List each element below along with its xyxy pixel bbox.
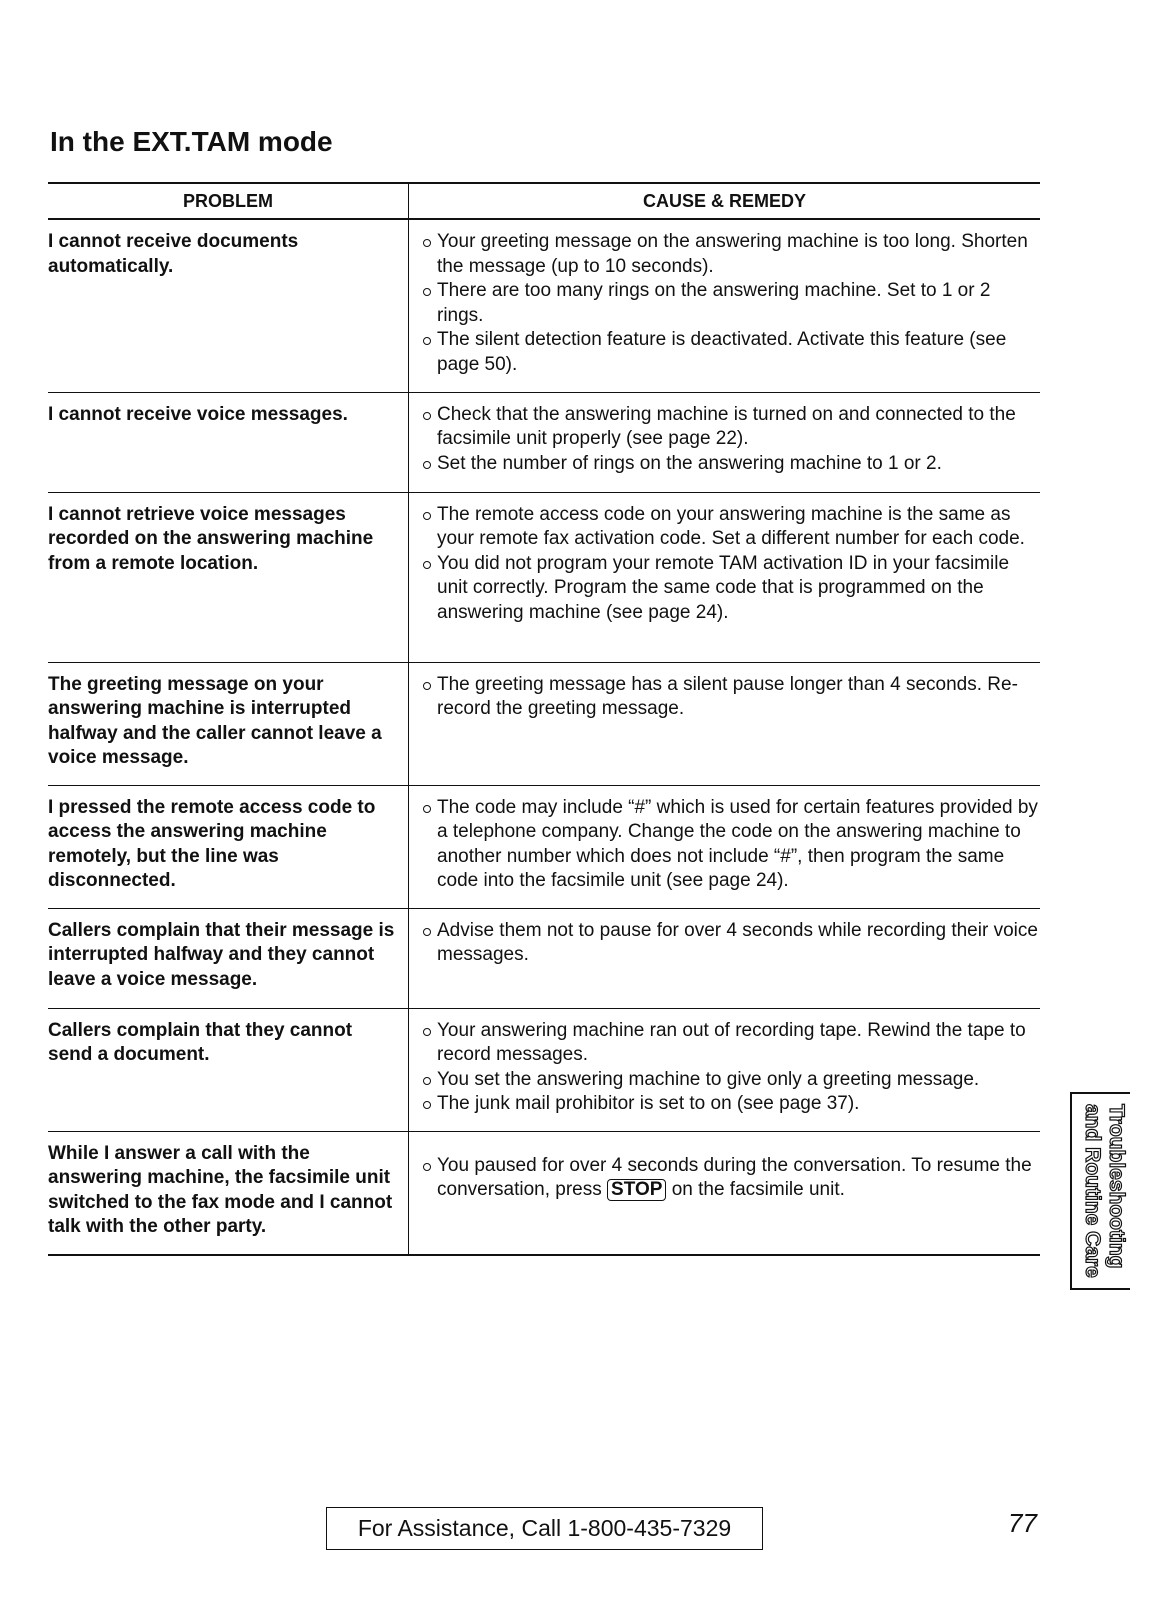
cause-cell [409,1008,1041,1131]
cause-bullet: The code may include “#” which is used for certain features provided by a telephone company. Change the code on the answering machine to another number which does not include “#”, then program the same code into the facsimile unit (see page 24). [423,796,1040,894]
problem-cell: I cannot receive voice messages. [48,392,409,492]
problem-cell: While I answer a call with the answering machine, the facsimile unit switched to the fax mode and I cannot talk with the other party. [48,1131,409,1255]
table-row [48,219,1040,392]
problem-cell: I cannot retrieve voice messages recorded on the answering machine from a remote location. [48,492,409,662]
cause-cell [409,392,1041,492]
cause-bullet: Your greeting message on the answering machine is too long. Shorten the message (up to 10 seconds). [423,230,1040,279]
table-row [48,492,1040,662]
cause-bullet [423,1154,1040,1203]
cause-cell [409,662,1041,785]
side-tab-label: Troubleshooting and Routine Care [1081,1104,1128,1278]
cause-bullet: The remote access code on your answering machine is the same as your remote fax activation code. Set a different number for each code. [423,503,1040,552]
cause-bullet: The greeting message has a silent pause longer than 4 seconds. Re-record the greeting message. [423,673,1040,722]
problem-cell: I cannot receive documents automatically. [48,219,409,392]
cause-cell [409,492,1041,662]
table-row [48,392,1040,492]
header-problem: PROBLEM [48,183,409,219]
section-title: In the EXT.TAM mode [50,126,333,157]
cause-bullet: Check that the answering machine is turned on and connected to the facsimile unit properly (see page 22). [423,403,1040,452]
cause-bullet: There are too many rings on the answering machine. Set to 1 or 2 rings. [423,279,1040,328]
table-row [48,1131,1040,1255]
cause-bullet: The junk mail prohibitor is set to on (see page 37). [423,1092,1040,1117]
cause-cell [409,785,1041,908]
troubleshooting-table [48,182,1040,1256]
cause-bullet: Set the number of rings on the answering machine to 1 or 2. [423,452,1040,477]
problem-cell: I pressed the remote access code to access the answering machine remotely, but the line was disconnected. [48,785,409,908]
cause-bullet: You set the answering machine to give only a greeting message. [423,1068,1040,1093]
cause-cell [409,219,1041,392]
cause-bullet: You did not program your remote TAM activation ID in your facsimile unit correctly. Program the same code that is programmed on the answering machine (see page 24). [423,552,1040,626]
stop-key: STOP [607,1179,666,1201]
problem-cell: The greeting message on your answering machine is interrupted halfway and the caller cannot leave a voice message. [48,662,409,785]
cause-text: on the facsimile unit. [666,1179,845,1200]
problem-cell: Callers complain that their message is interrupted halfway and they cannot leave a voice message. [48,908,409,1008]
cause-bullet: Your answering machine ran out of recording tape. Rewind the tape to record messages. [423,1019,1040,1068]
cause-text: You paused for over 4 seconds during the conversation. To resume the conversation, press [437,1154,1032,1200]
table-row [48,908,1040,1008]
assistance-footer: For Assistance, Call 1-800-435-7329 [326,1507,763,1550]
problem-cell: Callers complain that they cannot send a document. [48,1008,409,1131]
table-header-row [48,183,1040,219]
cause-cell [409,1131,1041,1255]
table-row [48,785,1040,908]
cause-bullet: The silent detection feature is deactivated. Activate this feature (see page 50). [423,328,1040,377]
section-side-tab [1070,1092,1130,1290]
page-number: 77 [1008,1508,1037,1538]
header-cause: CAUSE & REMEDY [409,183,1041,219]
cause-cell [409,908,1041,1008]
table-row [48,1008,1040,1131]
table-row [48,662,1040,785]
cause-bullet: Advise them not to pause for over 4 seconds while recording their voice messages. [423,919,1040,968]
